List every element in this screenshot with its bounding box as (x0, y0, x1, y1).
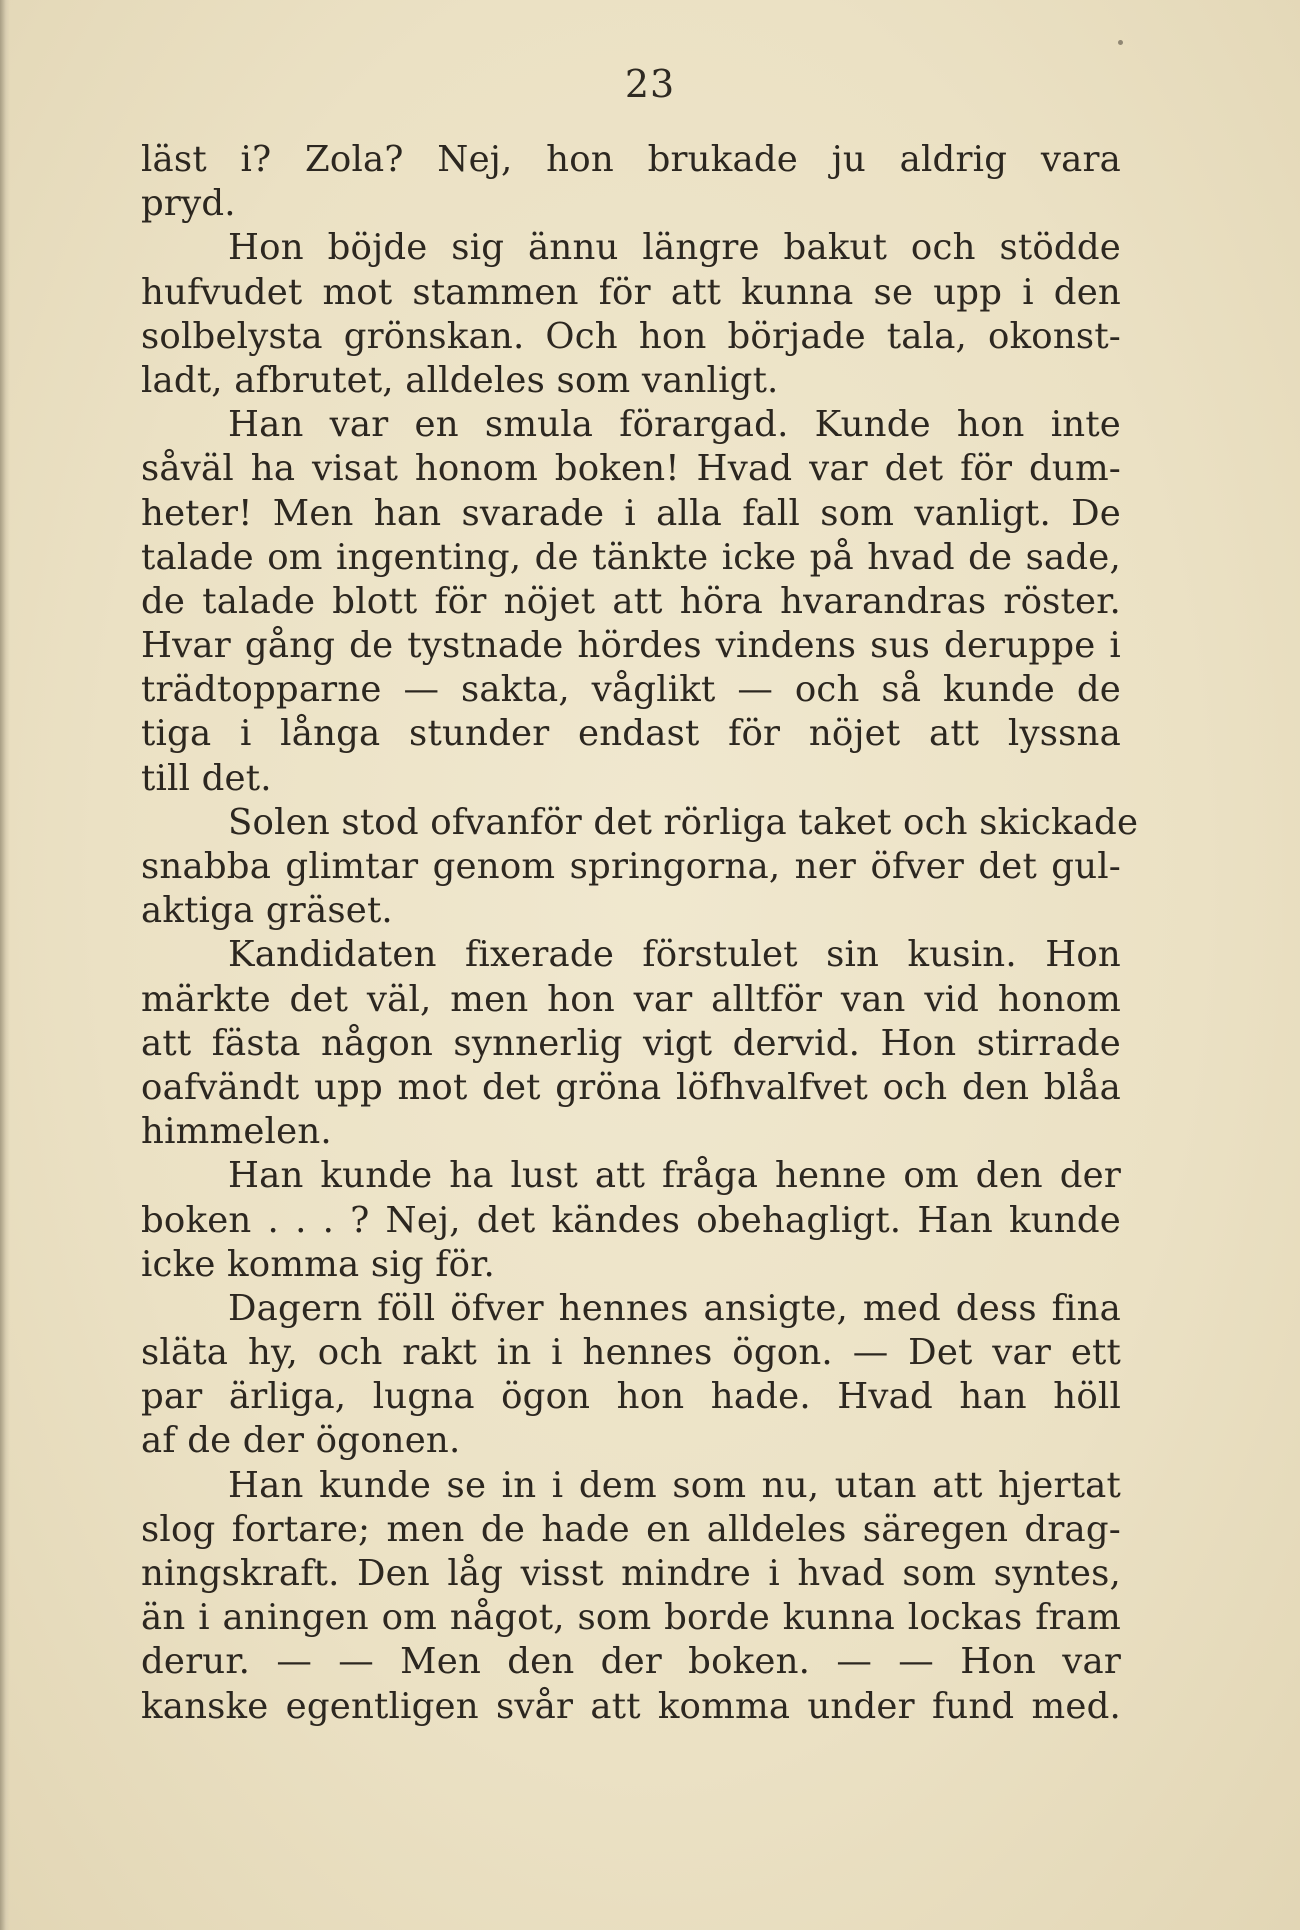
text-line: Solen stod ofvanför det rörliga taket och skickade (228, 801, 1139, 843)
text-line: Hvar gång de tystnade hördes vindens sus deruppe i (141, 625, 1121, 667)
text-line: aktiga gräset. (141, 890, 393, 932)
text-line: hufvudet mot stammen för att kunna se upp i den (141, 271, 1121, 313)
page-binding-edge (0, 0, 10, 1930)
text-line: boken . . . ? Nej, det kändes obehagligt. Han kunde (141, 1199, 1121, 1241)
text-line: släta hy, och rakt in i hennes ögon. — Det var ett (141, 1332, 1121, 1374)
text-line: solbelysta grönskan. Och hon började tala, okonst- (141, 315, 1121, 357)
text-line: Han kunde ha lust att fråga henne om den der (228, 1155, 1121, 1197)
text-line: tiga i långa stunder endast för nöjet att lyssna (141, 713, 1121, 755)
text-line: märkte det väl, men hon var alltför van vid honom (141, 978, 1121, 1020)
text-line: af de der ögonen. (141, 1420, 461, 1462)
text-line: derur. — — Men den der boken. — — Hon var (141, 1641, 1121, 1683)
text-line: par ärliga, lugna ögon hon hade. Hvad han höll (141, 1376, 1121, 1418)
text-line: talade om ingenting, de tänkte icke på hvad de sade, (141, 536, 1121, 578)
text-line: läst i? Zola? Nej, hon brukade ju aldrig vara (141, 139, 1121, 180)
text-line: trädtopparne — sakta, våglikt — och så kunde de (141, 669, 1121, 711)
text-line: oafvändt upp mot det gröna löfhvalfvet och den blåa (141, 1066, 1121, 1108)
text-line: icke komma sig för. (141, 1243, 495, 1285)
page-number: 23 (624, 62, 676, 106)
text-line: än i aningen om något, som borde kunna lockas fram (141, 1597, 1121, 1639)
text-line: Dagern föll öfver hennes ansigte, med dess fina (228, 1287, 1121, 1329)
text-line: Hon böjde sig ännu längre bakut och stödde (228, 227, 1121, 269)
text-line: till det. (141, 757, 272, 799)
text-line: såväl ha visat honom boken! Hvad var det för dum- (141, 448, 1121, 490)
text-line: himmelen. (141, 1111, 332, 1153)
text-line: Han var en smula förargad. Kunde hon inte (228, 404, 1121, 446)
text-line: de talade blott för nöjet att höra hvarandras röster. (141, 580, 1121, 622)
text-line: ladt, afbrutet, alldeles som vanligt. (141, 359, 779, 401)
text-line: pryd. (141, 183, 236, 225)
text-line: Kandidaten fixerade förstulet sin kusin. Hon (228, 934, 1121, 976)
text-line: snabba glimtar genom springorna, ner öfver det gul- (141, 846, 1121, 887)
text-line: ningskraft. Den låg visst mindre i hvad som syntes, (141, 1553, 1121, 1594)
text-line: slog fortare; men de hade en alldeles säregen drag- (141, 1508, 1121, 1550)
text-line: Han kunde se in i dem som nu, utan att hjertat (228, 1464, 1121, 1506)
text-line: heter! Men han svarade i alla fall som vanligt. De (141, 492, 1121, 534)
body-text (141, 138, 1139, 1729)
text-line: kanske egentligen svår att komma under fund med. (141, 1685, 1121, 1727)
paper-speck (1118, 40, 1123, 45)
text-line: att fästa någon synnerlig vigt dervid. Hon stirrade (141, 1022, 1121, 1064)
